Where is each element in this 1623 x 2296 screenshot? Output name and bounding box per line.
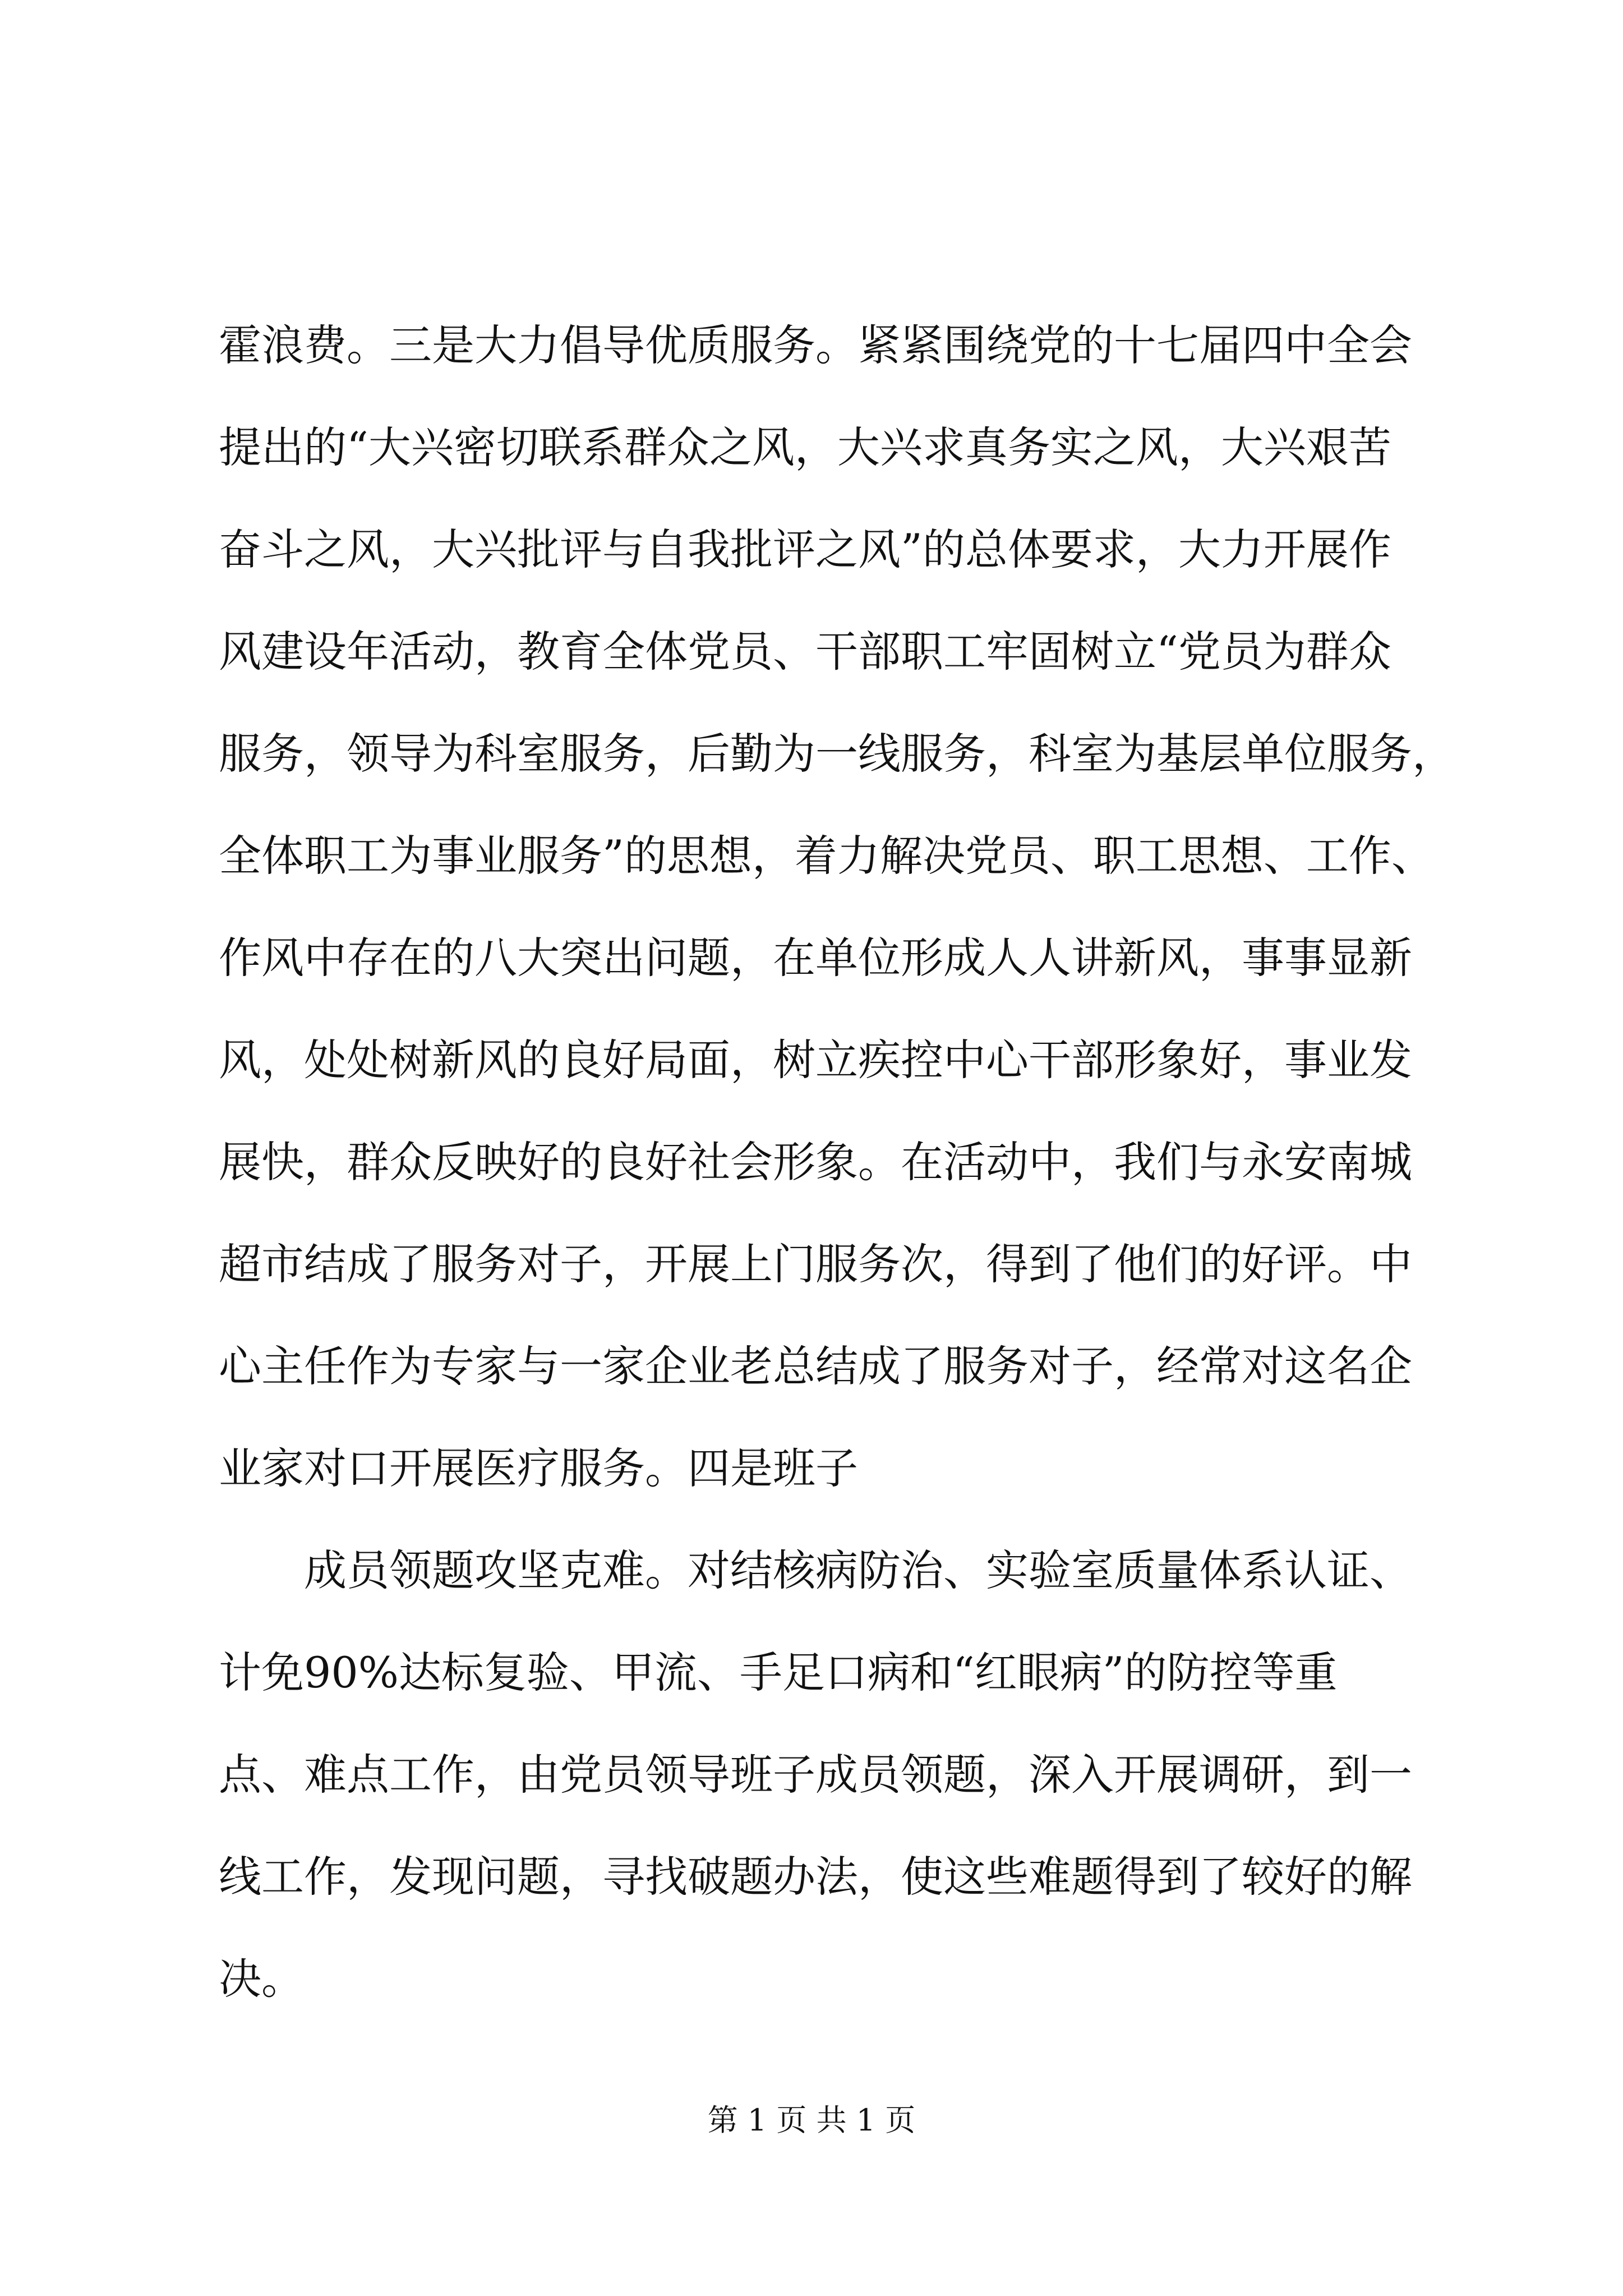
text-line: 风建设年活动，教育全体党员、干部职工牢固树立“党员为群众 [219,627,1391,677]
paragraph-1 [219,295,1455,1520]
text-line: 奋斗之风，大兴批评与自我批评之风”的总体要求，大力开展作 [219,524,1391,574]
document-body [219,295,1455,2030]
paragraph-2 [219,1520,1424,2030]
text-line: 计免90%达标复验、甲流、手足口病和“红眼病”的防控等重 [219,1648,1338,1697]
text-line-indented: 成员领题攻坚克难。对结核病防治、实验室质量体系认证、 [304,1545,1412,1595]
text-line: 决。 [219,1954,304,2004]
text-line: 作风中存在的八大突出问题，在单位形成人人讲新风，事事显新 [219,933,1412,983]
text-line: 服务，领导为科室服务，后勤为一线服务，科室为基层单位服务， [219,729,1455,779]
text-line: 霍浪费。三是大力倡导优质服务。紧紧围绕党的十七届四中全会 [219,320,1412,370]
text-line: 业家对口开展医疗服务。四是班子 [219,1443,858,1493]
text-line: 风，处处树新风的良好局面，树立疾控中心干部形象好，事业发 [219,1035,1412,1085]
text-line: 全体职工为事业服务”的思想，着力解决党员、职工思想、工作、 [219,831,1434,881]
text-line: 展快，群众反映好的良好社会形象。在活动中，我们与永安南城 [219,1137,1412,1187]
text-line: 线工作，发现问题，寻找破题办法，使这些难题得到了较好的解 [219,1852,1412,1902]
page-footer [0,2101,1623,2140]
text-line: 心主任作为专家与一家企业老总结成了服务对子，经常对这名企 [219,1341,1412,1391]
page-number-label: 第 1 页 共 1 页 [707,2102,916,2138]
text-line: 提出的“大兴密切联系群众之风，大兴求真务实之风，大兴艰苦 [219,422,1391,472]
text-line: 点、难点工作，由党员领导班子成员领题，深入开展调研，到一 [219,1750,1412,1800]
text-line: 超市结成了服务对子，开展上门服务次，得到了他们的好评。中 [219,1239,1412,1289]
